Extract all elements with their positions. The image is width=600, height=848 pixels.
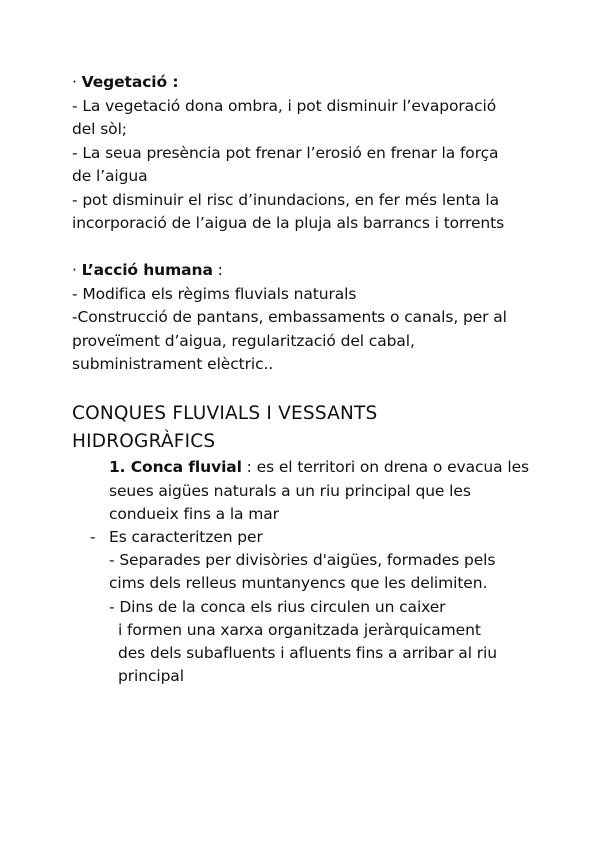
heading-colon: :: [212, 261, 223, 279]
section-heading-line2: HIDROGRÀFICS: [72, 431, 216, 452]
text-line: i formen una xarxa organitzada jeràrquicament: [118, 621, 481, 639]
vegetation-title: [72, 71, 178, 94]
text-line: seues aigües naturals a un riu principal que les: [109, 482, 471, 500]
text-line: - La seua presència pot frenar l’erosió en frenar la força: [72, 144, 499, 162]
text-line: principal: [118, 667, 184, 685]
text-line: - La vegetació dona ombra, i pot disminuir l’evaporació: [72, 97, 497, 115]
section-heading-line1: CONQUES FLUVIALS I VESSANTS: [72, 403, 378, 424]
text-line: cims dels relleus muntanyencs que les delimiten.: [109, 574, 488, 592]
conca-fluvial-label: 1. Conca fluvial: [109, 458, 242, 476]
text-line: - Modifica els règims fluvials naturals: [72, 285, 357, 303]
text-line: proveïment d’aigua, regularització del cabal,: [72, 332, 415, 350]
text-line: condueix fins a la mar: [109, 505, 279, 523]
text-line: des dels subafluents i afluents fins a arribar al riu: [118, 644, 497, 662]
text-line: de l’aigua: [72, 167, 148, 185]
characteristics-heading: Es caracteritzen per: [109, 528, 263, 546]
conca-fluvial-definition: [109, 456, 529, 479]
text-line: - Separades per divisòries d'aigües, formades pels: [109, 551, 496, 569]
text-line: del sòl;: [72, 120, 127, 138]
bullet: ·: [72, 261, 77, 279]
conca-fluvial-text: : es el territori on drena o evacua les: [241, 458, 529, 476]
human-action-heading: L’acció humana: [81, 261, 213, 279]
vegetation-heading: Vegetació :: [81, 73, 179, 91]
text-line: subministrament elèctric..: [72, 355, 274, 373]
text-line: incorporació de l’aigua de la pluja als barrancs i torrents: [72, 214, 505, 232]
text-line: - Dins de la conca els rius circulen un caixer: [109, 598, 446, 616]
bullet: ·: [72, 73, 77, 91]
dash-marker: -: [90, 528, 96, 546]
text-line: -Construcció de pantans, embassaments o canals, per al: [72, 308, 507, 326]
text-line: - pot disminuir el risc d’inundacions, en fer més lenta la: [72, 191, 500, 209]
human-action-title: [72, 259, 223, 282]
